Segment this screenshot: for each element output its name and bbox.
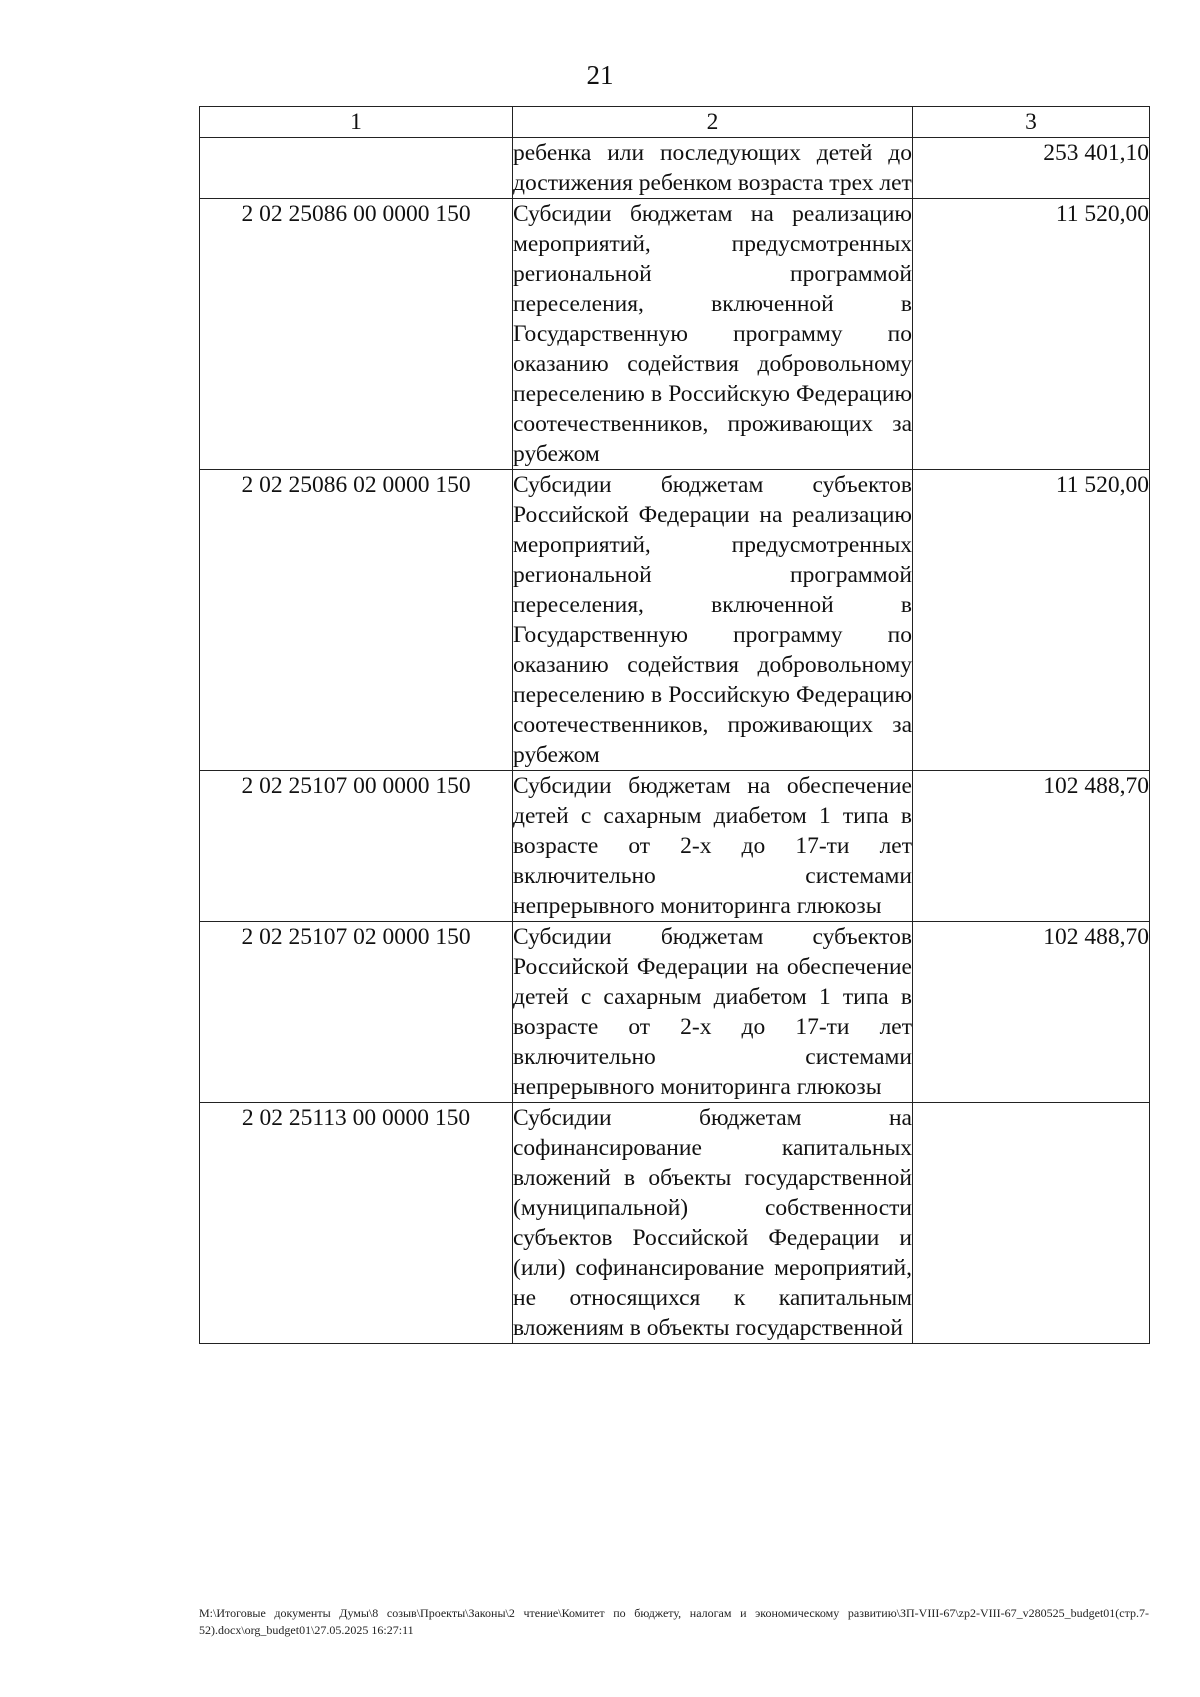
row-description-text: ребенка или последующих детей до достижения ребенком возраста трех лет [513,140,912,196]
table-row [200,199,1150,470]
row-amount: 253 401,10 [913,138,1150,199]
row-description [513,771,913,922]
footer-file-path: M:\Итоговые документы Думы\8 созыв\Проекты\Законы\2 чтение\Комитет по бюджету, налогам и экономическому развитию\ЗП-VIII-67\zp2-VIII-67_v280525_budget01(стр.7-52).docx\org_budget01\27.05.2025 16:27:11 [199,1606,1149,1637]
row-code: 2 02 25086 00 0000 150 [200,199,513,470]
row-code [200,138,513,199]
row-amount: 102 488,70 [913,922,1150,1103]
row-code: 2 02 25086 02 0000 150 [200,470,513,771]
row-description [513,470,913,771]
row-description-text: Субсидии бюджетам на обеспечение детей с сахарным диабетом 1 типа в возрасте от 2-х до 17-ти лет включительно системами непрерывного мониторинга глюкозы [513,773,912,919]
table-row [200,1103,1150,1344]
row-code: 2 02 25113 00 0000 150 [200,1103,513,1344]
row-description-text: Субсидии бюджетам субъектов Российской Федерации на обеспечение детей с сахарным диабетом 1 типа в возрасте от 2-х до 17-ти лет включительно системами непрерывного мониторинга глюкозы [513,924,912,1100]
row-code: 2 02 25107 02 0000 150 [200,922,513,1103]
row-amount: 102 488,70 [913,771,1150,922]
table-row [200,470,1150,771]
column-header-3: 3 [913,107,1150,138]
column-header-2: 2 [513,107,913,138]
row-description [513,199,913,470]
row-description-text: Субсидии бюджетам субъектов Российской Федерации на реализацию мероприятий, предусмотренных региональной программой переселения, включенной в Государственную программу по оказанию содействия добровольному переселению в Российскую Федерацию соотечественников, проживающих за рубежом [513,472,912,768]
page-number: 21 [586,60,614,90]
row-description [513,922,913,1103]
table-row [200,771,1150,922]
row-code: 2 02 25107 00 0000 150 [200,771,513,922]
row-description-text: Субсидии бюджетам на реализацию мероприятий, предусмотренных региональной программой переселения, включенной в Государственную программу по оказанию содействия добровольному переселению в Российскую Федерацию соотечественников, проживающих за рубежом [513,201,912,467]
column-header-1: 1 [200,107,513,138]
row-description-text: Субсидии бюджетам на софинансирование капитальных вложений в объекты государственной (муниципальной) собственности субъектов Российской Федерации и (или) софинансирование мероприятий, не относящихся к капитальным вложениям в объекты государственной [513,1105,912,1341]
row-amount [913,1103,1150,1344]
table-row [200,922,1150,1103]
row-description [513,1103,913,1344]
table-header-row [200,107,1150,138]
row-amount: 11 520,00 [913,199,1150,470]
table-row [200,138,1150,199]
row-description [513,138,913,199]
row-amount: 11 520,00 [913,470,1150,771]
budget-table [199,106,1150,1344]
